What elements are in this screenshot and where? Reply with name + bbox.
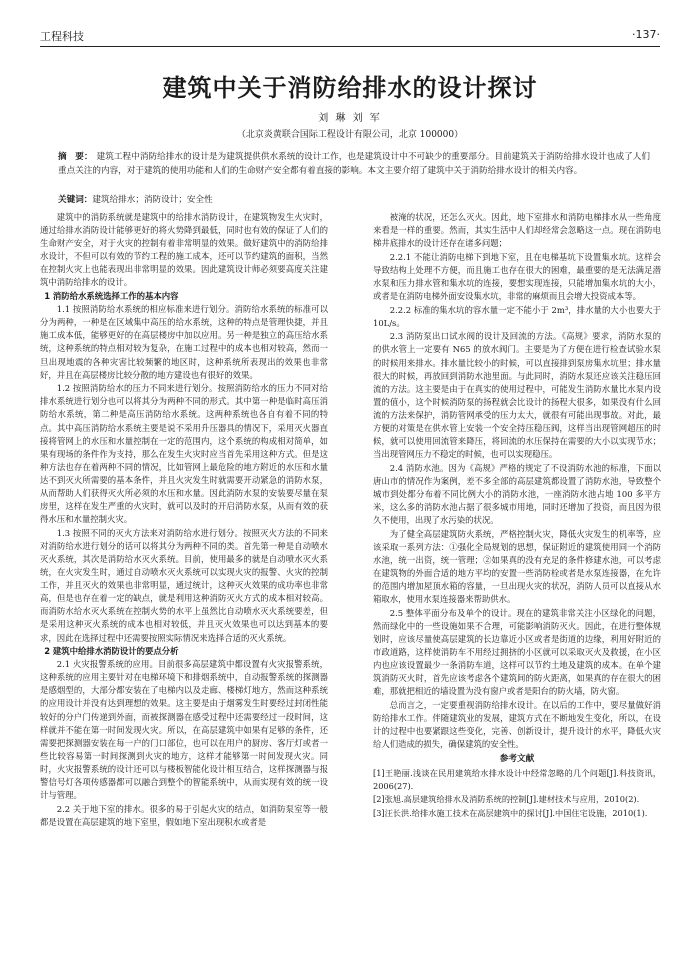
paragraph-2-4: 2.4 消防水池。因为《高规》严格的规定了不设消防水池的标准，下面以唐山市的情况作为案例，差不多全部的高层建筑都设置了消防水池，导致整个城市到处都分布着不同比例大小的消防水池，一座消防水池占地 100 多平方米，这么多的消防水池占据了很多城市用地，同时还增加了投资，而且因为很久不使用，出现了水污染的状况。 (373, 462, 661, 526)
paragraph-1-2: 1.2 按照消防给水的压力不同来进行划分。按照消防给水的压力不同对给排水系统进行划分也可以将其分为两种不同的形式。其中第一种是临时高压消防给水系统，第二种是高压消防给水系统。这两种系统也各自有着不同的特点。其中高压消防给水系统主要是说不采用升压器具的情况下，采用灭火器直接将管网上的水压和水量控制在一定的范围内，这个系统的构成相对简单，如果有现场的条件作为支持，那么在发生火灾时应当首先采用这种方式。但是这种方法也存在着两种不同的情况，比如管网上最危险的地方附近的水压和水量达不到灭火所需要的基本条件，并且火灾发生时就需要开动紧急的消防水泵，从而帮助人们获得灭火所必须的水压和水量。因此消防水泵的安装要尽量在泵房里，这样在发生严重的火灾时，就可以及时的开启消防水泵，从而有效的获得水压和水量控制火灾。 (40, 383, 328, 525)
abstract-label: 摘 要： (58, 152, 93, 162)
right-column (373, 211, 661, 820)
paragraph-2-3: 2.3 消防泵出口试水阀的设计及回流的方法。《高规》要求，消防水泵的的供水管上一定要有 N65 的放水阀门。主要是为了方便在进行检查试验水泵的时候用来排水。排水量比较小的时候，可以直接排到泵房集水坑里；排水量很大的时候，再放回到消防水池里面。与此同时，消防水泵还应该关注稳压回流的方法。这主要是由于在真实的使用过程中，可能发生消防水量比水泵内设置的值小，这个时候消防泵的扬程就会比设计的扬程大很多，如果没有什么回流的方法来保护，消防管网承受的压力太大，就很有可能出现事故。对此，最方便的对策是在供水管上安装一个安全持压稳压阀，这样当出现管网超压的时候，就可以使用回流管来降压，将回流的水压保持在需要的大小以实现节水；当出现管网压力不稳定的时候，也可以实现稳压。 (373, 331, 661, 460)
paragraph-1-3: 1.3 按照不同的灭火方法来对消防给水进行划分。按照灭火方法的不同来对消防给水进行划分的话可以将其分为两种不同的类。首先第一种是自动喷水灭火系统，其次是消防给水灭火系统。目前，使用最多的就是自动喷水灭火系统，在火灾发生时，通过自动喷水灭火系统可以实现火灾的报警、火灾的控制工作，并且灭火的效果也非常明显，通过统计，这种灭火效果的成功率也非常高，但是也存在着一定的缺点，就是利用这种消防灭火方式的成本相对较高。而消防水给水灭火系统在控制火势的水平上虽然比自动喷水灭火系统要差，但是采用这种灭火系统的成本也相对较低，并且灭火效果也可以达到基本的要求，因此在选择过程中还需要按照实际情况来选择合适的灭火系统。 (40, 527, 328, 643)
reference-1: [1]王艳丽.浅谈在民用建筑给水排水设计中经常忽略的几个问题[J].科技资讯，2006(27). (373, 767, 661, 791)
paragraph-2-5: 2.5 整体平面分布及单个的设计。现在的建筑非常关注小区绿化的问题，然而绿化中的一些设施如果不合理，可能影响消防灭火。因此，在进行整体规划时，应该尽量使高层建筑的长边靠近小区或者是街道的边缘，利用好附近的市政道路，这样使消防车不用经过拥挤的小区就可以采取灭火及救援，在小区内也应该设置最少一条消防车道，这样可以节约土地及建筑的成本。在单个建筑消防灭火时，首先应该考虑各个建筑间的防火距离，如果真的存在很大的困难，那就把相近的墙设置为没有窗户或者是阳台的防火墙，防火窗。 (373, 607, 661, 697)
keywords-label: 关键词： (58, 195, 93, 205)
paragraph-1-1: 1.1 按照消防给水系统的相应标准来进行划分。消防给水系统的标准可以分为两种，一种是在区域集中高压的给水系统，这种的特点是管理快捷，并且施工成本低，能够更好的在高层楼房中加以应用。另一种是独立的高压给水系统，这种系统的特点相对较为复杂，在施工过程中的成本也相对较高，然而一旦出现地震的各种灾害比较频繁的地区时，这种系统所表现出的效果也非常好，并且在高层楼房比较分散的地方建设也有很好的效果。 (40, 304, 328, 380)
journal-name: 工程科技 (40, 30, 84, 43)
paragraph-2-1: 2.1 火灾报警系统的应用。目前很多高层建筑中都设置有火灾报警系统，这种系统的应用主要针对在电梯环境下和排烟系统中，自动报警系统的探测器是感烟型的，大部分都安装在了电梯内以及走廊、楼梯灯地方，然而这种系统的应用设计并没有达到理想的效果。这主要是由于烟雾发生时要经过封闭性能较好的分户门传递到外面，而被探测器在感受过程中还需要经过一段时间，这样就并不能在第一时间发现火灾。所以，在高层建筑中如果有足够的条件，还需要把探测器安装在每一户的门口部位，也可以在用户的厨房、客厅灯或者一些比较容易第一时间探测到火灾的地方，这样才能够第一时间发现火灾。同时，火灾报警系统的设计还可以与楼板智能化设计相互结合，这样探测器与报警信号灯各项传感器都可以融合到整个的智能系统中，从而实现有效的统一设计与管理。 (40, 659, 328, 801)
article-title: 建筑中关于消防给排水的设计探讨 (162, 74, 538, 102)
running-header (40, 26, 660, 47)
paragraph-2-2-1: 2.2.1 不能让消防电梯下到地下室，且在电梯基坑下设置集水坑。这样会导致结构上处理不方便，而且施工也存在很大的困难，最重要的是无法满足潜水泵和压力排水管和集水坑的连接，要想实现连接，只能增加集水坑的大小，或者是在消防电梯外面安设集水坑，非常的麻烦而且会增大投资成本等。 (373, 251, 661, 302)
paragraph-intro: 建筑中的消防系统就是建筑中的给排水消防设计，在建筑物发生火灾时，通过给排水消防设计能够更好的将火势降到最低，同时也有效的保证了人们的生命财产安全，对于火灾的控制有着非常明显的效果。做好建筑中的消防给排水设计，不但可以有效的节约工程的施工成本，还可以节约建筑的面积，当然在控制火灾上也能表现出非常明显的效果。因此建筑设计师必须要高度关注建筑中消防给排水的设计。 (40, 212, 328, 288)
paragraph-2-4-measures: 为了健全高层建筑防火系统，严格控制火灾，降低火灾发生的机率等，应该采取一系列方法：①强化全局规划的思想，保证附近的建筑使用同一个消防水池，统一出资，统一管理；②如果真的没有充足的条件修建水池，可以考虑在建筑物的外面合适的地方平均的安置一些消防栓或者是水泵连接器，在允许的范围内增加屋顶水箱的容量，一旦出现火灾的状况，消防人员可以直接从水箱取水，使用水泵连接器来帮助供水。 (373, 528, 661, 605)
keywords (58, 193, 650, 207)
authors: 刘 琳 刘 军 (318, 113, 382, 124)
abstract (58, 150, 650, 178)
page-number: ·137· (632, 28, 660, 41)
paragraph-2-2-cont: 被淹的状况，还怎么灭火。因此，地下室排水和消防电梯排水从一些角度来看是一样的重要。然而，其实生活中人们却经常会忽略这一点。现在消防电梯井底排水的设计还存在诸多问题； (373, 212, 661, 249)
paragraph-2-2: 2.2 关于地下室的排水。很多的易于引起火灾的结点，如消防泵室等一般都是设置在高层建筑的地下室里，假如地下室出现积水或者是 (40, 803, 328, 827)
keywords-text: 建筑给排水；消防设计；安全性 (92, 195, 213, 205)
left-column (40, 211, 328, 829)
section-heading-1: 1 消防给水系统选择工作的基本内容 (44, 291, 179, 302)
paragraph-2-2-2: 2.2.2 标准的集水坑的容水量一定不能小于 2m³，排水量的大小也要大于 10L/s。 (373, 304, 661, 328)
reference-2: [2]张旭.高层建筑给排水及消防系统的控制[J].建材技术与应用，2010(2). (373, 794, 640, 805)
abstract-text: 建筑工程中消防给排水的设计是为建筑提供供水系统的设计工作，也是建筑设计中不可缺少的重要部分。目前建筑关于消防给排水设计也成了人们重点关注的内容，对于建筑的使用功能和人们的生命财产安全都有着直接的影响。本文主要介绍了建筑中关于消防给排水设计的相关内容。 (58, 152, 650, 176)
paragraph-summary: 总而言之，一定要重视消防给排水设计。在以后的工作中，要尽量做好消防给排水工作。伴随建筑业的发展，建筑方式在不断地发生变化，所以，在设计的过程中也要紧跟这些变化，完善、创新设计，提升设计的水平，降低火灾给人们造成的损失，确保建筑的安全性。 (373, 699, 661, 750)
references-heading: 参考文献 (499, 753, 535, 764)
reference-3: [3]汪长洪.给排水施工技术在高层建筑中的探讨[J].中国住宅设施，2010(1). (373, 807, 648, 818)
affiliation: （北京炎黄联合国际工程设计有限公司，北京 100000） (236, 130, 464, 140)
section-heading-2: 2 建筑中给排水消防设计的要点分析 (44, 646, 179, 657)
